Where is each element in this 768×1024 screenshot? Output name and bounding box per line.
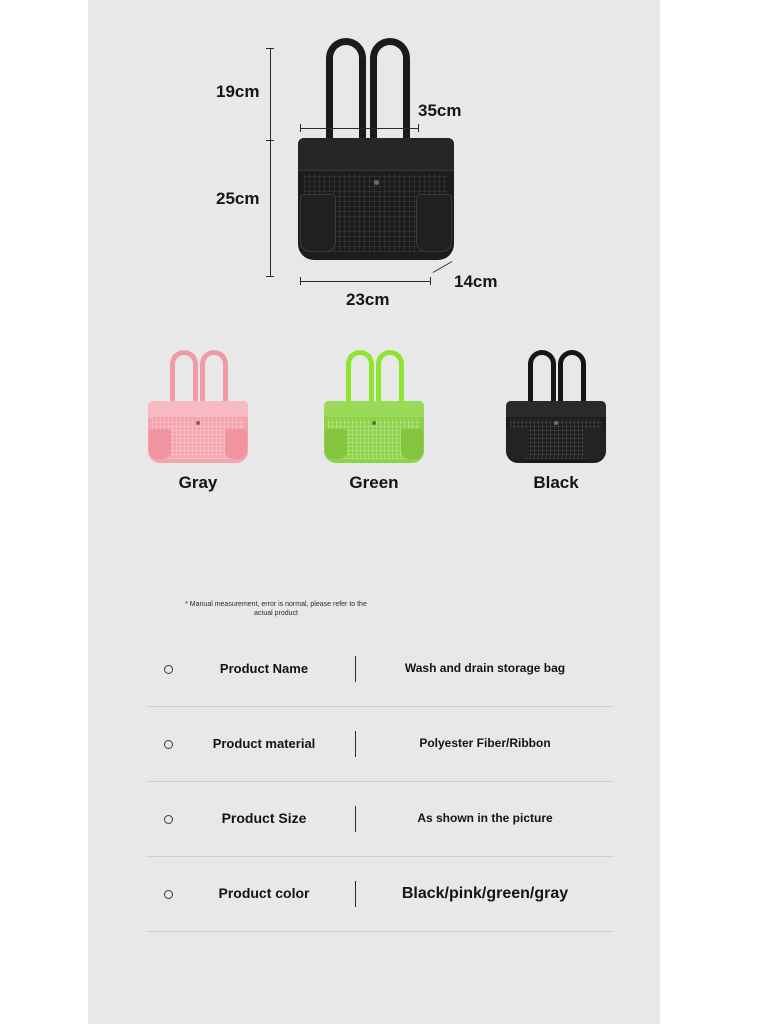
dimension-tick-middle <box>266 140 274 141</box>
dimension-tick-topwidth-right <box>418 124 419 132</box>
measurement-note: * Manual measurement, error is normal, please refer to the actual product <box>185 601 367 618</box>
dimension-tick-topwidth-left <box>300 124 301 132</box>
bullet-icon <box>164 665 173 674</box>
spec-value: As shown in the picture <box>417 811 553 826</box>
variant-item-0[interactable] <box>123 345 273 493</box>
bag-snap-button <box>374 180 379 185</box>
dimension-line-bottom-width <box>300 281 430 282</box>
variant-snap-button <box>196 421 200 425</box>
variant-bag-illustration <box>314 345 434 465</box>
dimension-tick-top <box>266 48 274 49</box>
variant-bag-illustration <box>496 345 616 465</box>
variant-item-2[interactable] <box>481 345 631 493</box>
spec-value: Wash and drain storage bag <box>404 661 566 676</box>
bag-body <box>298 138 454 260</box>
spec-key: Product Name <box>219 660 309 676</box>
dimension-line-top-width <box>300 128 418 129</box>
dimension-diagram <box>88 0 660 330</box>
bullet-icon <box>164 740 173 749</box>
variant-label: Black <box>533 473 579 492</box>
variant-label: Green <box>349 473 399 492</box>
spec-key: Product Size <box>221 810 307 827</box>
color-variant-gallery <box>88 345 660 545</box>
variant-body <box>506 401 606 463</box>
dimension-label-height-top: 19cm <box>216 82 260 101</box>
dimension-label-width-bottom: 23cm <box>346 290 390 309</box>
variant-pocket-left <box>149 429 171 459</box>
variant-label: Gray <box>178 473 218 492</box>
bag-side-pocket-right <box>416 194 452 252</box>
spec-key: Product material <box>212 735 316 751</box>
variant-pocket-right <box>401 429 423 459</box>
spec-key: Product color <box>218 885 310 902</box>
spec-value: Black/pink/green/gray <box>401 884 569 902</box>
dimension-line-vertical <box>270 48 271 276</box>
table-row <box>146 707 614 782</box>
variant-top-band <box>324 401 424 417</box>
variant-item-1[interactable] <box>299 345 449 493</box>
bag-illustration-main <box>286 30 466 270</box>
variant-snap-button <box>372 421 376 425</box>
variant-pocket-left <box>507 429 529 459</box>
bullet-icon <box>164 815 173 824</box>
dimension-tick-bottom <box>266 276 274 277</box>
variant-snap-button <box>554 421 558 425</box>
bullet-icon <box>164 890 173 899</box>
spec-value: Polyester Fiber/Ribbon <box>419 736 551 751</box>
table-row <box>146 782 614 857</box>
variant-pocket-right <box>583 429 605 459</box>
bag-side-pocket-left <box>300 194 336 252</box>
variant-pocket-right <box>225 429 247 459</box>
dimension-label-depth: 14cm <box>454 272 498 291</box>
variant-body <box>148 401 248 463</box>
spec-table <box>146 632 614 932</box>
dimension-tick-bottomwidth-left <box>300 277 301 285</box>
dimension-tick-bottomwidth-right <box>430 277 431 285</box>
variant-pocket-left <box>325 429 347 459</box>
variant-body <box>324 401 424 463</box>
variant-top-band <box>506 401 606 417</box>
dimension-label-height-body: 25cm <box>216 189 260 208</box>
table-row <box>146 632 614 707</box>
content-canvas <box>88 0 660 1024</box>
variant-top-band <box>148 401 248 417</box>
table-row <box>146 857 614 932</box>
variant-bag-illustration <box>138 345 258 465</box>
dimension-label-width-top: 35cm <box>418 101 462 120</box>
